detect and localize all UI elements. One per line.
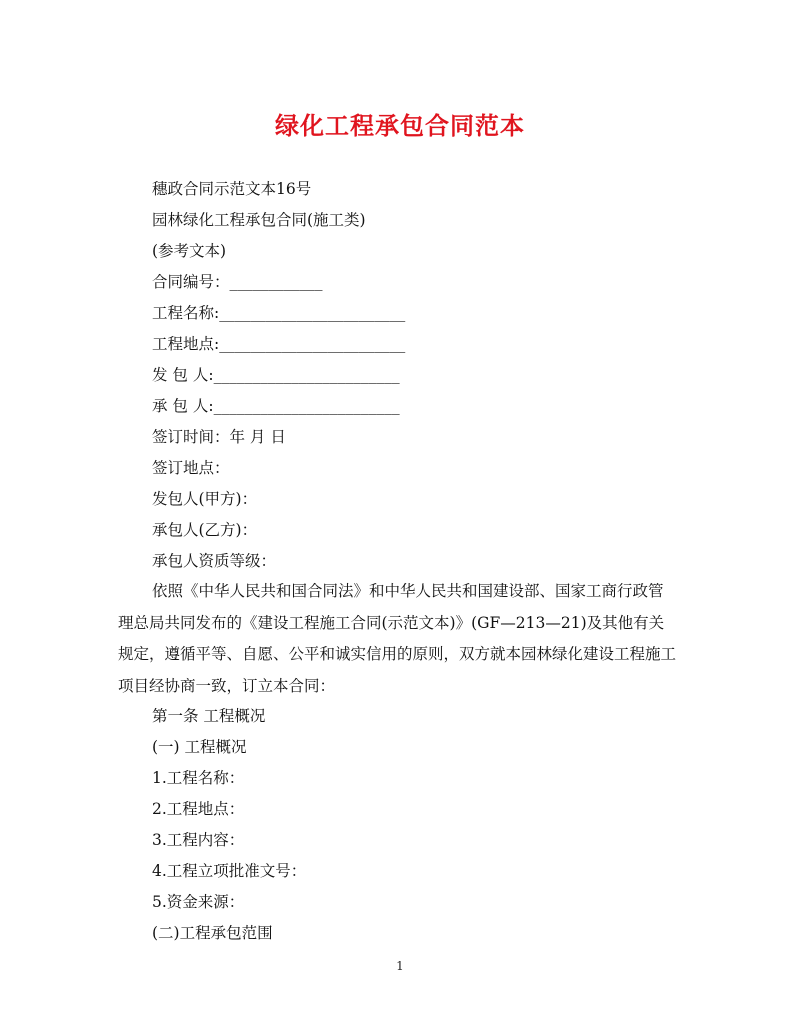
signing-place-line: 签订地点： [152, 459, 230, 477]
qualification-line: 承包人资质等级： [152, 552, 277, 570]
list-item: 1.工程名称： [152, 769, 245, 787]
document-title: 绿化工程承包合同范本 [275, 111, 525, 140]
list-item: 2.工程地点： [152, 800, 245, 818]
signing-date-line: 签订时间：年 月 日 [152, 428, 286, 446]
party-a-line: 发包人(甲方)： [152, 490, 258, 508]
text-line: 园林绿化工程承包合同(施工类) [152, 211, 366, 229]
text-line: (参考文本) [152, 242, 227, 260]
project-name-line: 工程名称:________________________ [152, 304, 406, 322]
list-item: 3.工程内容： [152, 831, 245, 849]
party-b-line: 承包人(乙方)： [152, 521, 258, 539]
section-heading: 第一条 工程概况 [152, 707, 266, 725]
list-item: 4.工程立项批准文号： [152, 862, 307, 880]
list-item: 5.资金来源： [152, 893, 245, 911]
paragraph-text: 依照《中华人民共和国合同法》和中华人民共和国建设部、国家工商行政管理总局共同发布的《建设工程施工合同(示范文本)》(GF—213—21)及其他有关规定，遵循平等、自愿、公平和诚实信用的原则，双方就本园林绿化建设工程施工项目经协商一致，订立本合同： [118, 582, 677, 695]
text-line: 穗政合同示范文本16号 [152, 180, 312, 198]
subsection-heading: (二)工程承包范围 [152, 924, 273, 942]
contract-number-line: 合同编号：____________ [152, 273, 323, 291]
contractor-line: 承 包 人:________________________ [152, 397, 400, 415]
body-paragraph [118, 576, 678, 702]
project-location-line: 工程地点:________________________ [152, 335, 406, 353]
employer-line: 发 包 人:________________________ [152, 366, 400, 384]
subsection-heading: (一) 工程概况 [152, 738, 247, 756]
page-number: 1 [396, 959, 404, 973]
